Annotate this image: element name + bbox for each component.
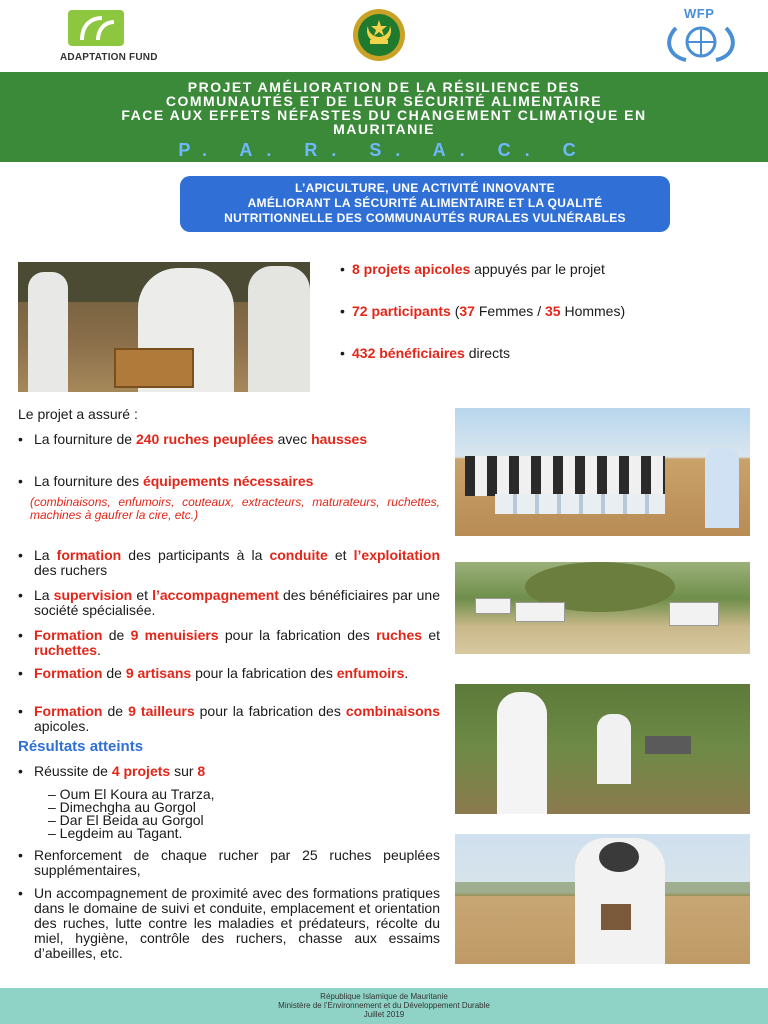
subtitle-line-1: L’APICULTURE, UNE ACTIVITÉ INNOVANTE [295, 181, 555, 195]
title-line-1: PROJET AMÉLIORATION DE LA RÉSILIENCE DES [187, 79, 581, 95]
title-line-4: MAURITANIE [333, 121, 435, 137]
title-line-3: FACE AUX EFFETS NÉFASTES DU CHANGEMENT CLIMATIQUE EN [121, 107, 647, 123]
title-line-2: COMMUNAUTÉS ET DE LEUR SÉCURITÉ ALIMENTAIRE [165, 93, 603, 109]
list-item [18, 474, 440, 489]
item-artisans: • Formation de 9 artisans pour la fabrication des enfumoirs. [18, 666, 440, 681]
photo-hive-distribution [455, 408, 750, 536]
photo-beekeepers-hive [18, 262, 310, 392]
results-heading: Résultats atteints [18, 738, 144, 755]
mauritania-seal-icon [338, 8, 420, 62]
site-2: – Dimechgha au Gorgol [48, 799, 196, 815]
result-reinforcement: • Renforcement de chaque rucher par 25 ruches peuplées supplémentaires, [18, 848, 440, 878]
photo-apiary-trees [455, 562, 750, 654]
list-item [18, 548, 440, 578]
item-carpenters: • Formation de 9 menuisiers pour la fabrication des ruches et ruchettes. [18, 628, 440, 658]
site-4: – Legdeim au Tagant. [48, 825, 183, 841]
footer-date: Juillet 2019 [363, 1010, 405, 1019]
project-title-banner [0, 72, 768, 162]
leaf-icon [68, 10, 124, 46]
key-figures [340, 260, 760, 362]
adaptation-fund-logo [60, 10, 170, 62]
item-hives: • La fourniture de 240 ruches peuplées avec hausses [18, 432, 440, 447]
list-item [18, 432, 440, 447]
subtitle-line-2: AMÉLIORANT LA SÉCURITÉ ALIMENTAIRE ET LA QUALITÉ [247, 196, 603, 210]
intro-text: Le projet a assuré : [18, 406, 138, 422]
item-equipment: • La fourniture des équipements nécessaires [18, 474, 440, 489]
equipment-note: (combinaisons, enfumoirs, couteaux, extracteurs, maturateurs, ruchettes, machines à gaufrer la cire, etc.) [30, 495, 440, 522]
site-1: – Oum El Koura au Trarza, [48, 786, 215, 802]
stat-participants: • 72 participants (37 Femmes / 35 Hommes) [340, 302, 760, 320]
list-item [18, 848, 440, 878]
result-success: • Réussite de 4 projets sur 8 [18, 764, 440, 779]
result-support: • Un accompagnement de proximité avec des formations pratiques dans le domaine de suivi et conduite, emplacement et orientation des ruches, lutte contre les maladies et prédateurs, récolte du miel, hygiène, contrôle des ruchers, chasse aux essaims d’abeilles, etc. [18, 886, 440, 961]
list-item [18, 628, 440, 658]
stat-beneficiaries: • 432 bénéficiaires directs [340, 344, 760, 362]
list-item [18, 666, 440, 681]
site-3: – Dar El Beida au Gorgol [48, 812, 204, 828]
footer-country: République Islamique de Mauritanie [320, 992, 448, 1001]
successful-sites [48, 788, 215, 840]
stat-projects: • 8 projets apicoles appuyés par le projet [340, 260, 760, 278]
project-acronym: P. A. R. S. A. C. C [178, 140, 590, 160]
photo-beekeeper-smoker [455, 834, 750, 964]
footer [0, 988, 768, 1024]
subtitle-line-3: NUTRITIONNELLE DES COMMUNAUTÉS RURALES VULNÉRABLES [224, 211, 626, 225]
list-item [18, 704, 440, 734]
list-item [18, 886, 440, 961]
photo-beekeepers-field [455, 684, 750, 814]
wfp-label: WFP [684, 6, 715, 21]
logos-row [0, 0, 768, 70]
list-item [18, 588, 440, 618]
un-emblem-icon [656, 20, 746, 64]
wfp-logo [650, 6, 750, 64]
item-tailors: • Formation de 9 tailleurs pour la fabrication des combinaisons apicoles. [18, 704, 440, 734]
adaptation-fund-label: ADAPTATION FUND [60, 52, 158, 63]
item-training: • La formation des participants à la conduite et l’exploitation des ruchers [18, 548, 440, 578]
theme-subtitle [180, 176, 670, 232]
footer-ministry: Ministère de l’Environnement et du Développement Durable [278, 1001, 490, 1010]
item-supervision: • La supervision et l’accompagnement des bénéficiaires par une société spécialisée. [18, 588, 440, 618]
list-item [18, 764, 440, 779]
